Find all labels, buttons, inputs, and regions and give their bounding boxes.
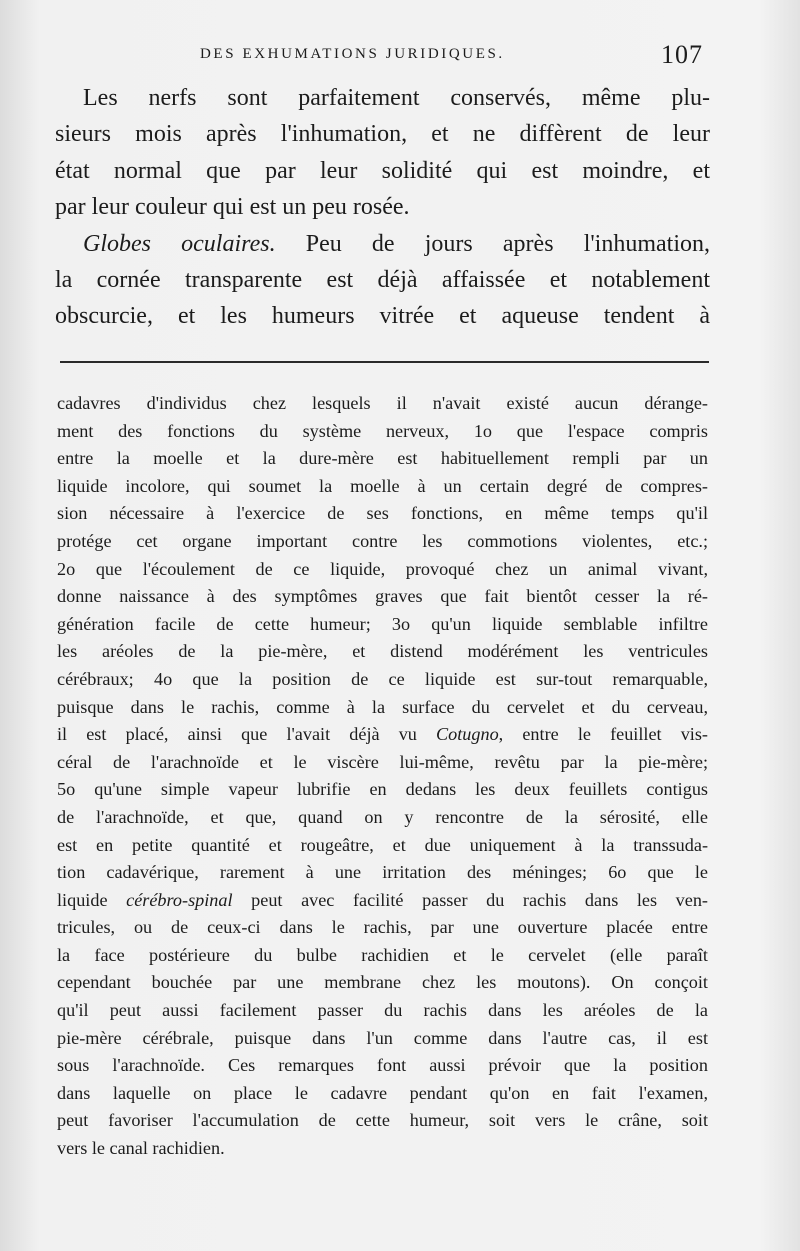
page-number: 107 bbox=[661, 40, 703, 69]
footnote-line: sous l'arachnoïde. Ces remarques font aussi prévoir que la position bbox=[57, 1055, 708, 1076]
footnote-block bbox=[57, 390, 708, 1163]
footnote-line: pie-mère cérébrale, puisque dans l'un comme dans l'autre cas, il est bbox=[57, 1027, 708, 1048]
main-text-line: la cornée transparente est déjà affaissée et notablement bbox=[55, 267, 710, 294]
author-name: Cotugno bbox=[436, 724, 499, 745]
footnote-line: cadavres d'individus chez lesquels il n'avait existé aucun dérange- bbox=[57, 393, 708, 413]
footnote-line: entre la moelle et la dure-mère est habituellement rempli par un bbox=[57, 448, 708, 469]
footnote-line: tricules, ou de ceux-ci dans le rachis, par une ouverture placée entre bbox=[57, 917, 708, 938]
footnote-line: ment des fonctions du système nerveux, 1o que l'espace compris bbox=[57, 420, 708, 441]
footnote-line: la face postérieure du bulbe rachidien et le cervelet (elle paraît bbox=[57, 944, 708, 965]
footnote-line: vers le canal rachidien. bbox=[57, 1138, 225, 1159]
main-text-block bbox=[55, 80, 710, 335]
italic-term: cérébro-spinal bbox=[126, 889, 233, 910]
footnote-line: génération facile de cette humeur; 3o qu'un liquide semblable infiltre bbox=[57, 613, 708, 634]
footnote-line: donne naissance à des symptômes graves que fait bientôt cesser la ré- bbox=[57, 586, 708, 607]
footnote-divider bbox=[60, 361, 709, 363]
main-text-line: obscurcie, et les humeurs vitrée et aqueuse tendent à bbox=[55, 303, 710, 330]
footnote-line: 5o qu'une simple vapeur lubrifie en dedans les deux feuillets contigus bbox=[57, 779, 708, 800]
footnote-fragment: liquide bbox=[57, 889, 127, 910]
footnote-line: tion cadavérique, rarement à une irritation des méninges; 6o que le bbox=[57, 862, 708, 883]
footnote-line: liquide incolore, qui soumet la moelle à un certain degré de compres- bbox=[57, 475, 708, 496]
footnote-line: protége cet organe important contre les commotions violentes, etc.; bbox=[57, 530, 708, 551]
main-text-line bbox=[55, 226, 710, 262]
footnote-line: puisque dans le rachis, comme à la surface du cervelet et du cerveau, bbox=[57, 696, 708, 717]
footnote-line: céral de l'arachnoïde et le viscère lui-même, revêtu par la pie-mère; bbox=[57, 751, 708, 772]
running-head bbox=[0, 40, 800, 80]
footnote-line: cependant bouchée par une membrane chez les moutons). On conçoit bbox=[57, 972, 708, 993]
footnote-line: les aréoles de la pie-mère, et distend modérément les ventricules bbox=[57, 641, 708, 662]
main-text-line: par leur couleur qui est un peu rosée. bbox=[55, 194, 410, 221]
running-title: DES EXHUMATIONS JURIDIQUES. bbox=[200, 46, 505, 62]
footnote-fragment: peut avec facilité passer du rachis dans les ven- bbox=[232, 889, 708, 910]
footnote-line: peut favoriser l'accumulation de cette humeur, soit vers le crâne, soit bbox=[57, 1110, 708, 1131]
main-text-line: état normal que par leur solidité qui est moindre, et bbox=[55, 157, 710, 184]
footnote-fragment: , entre le feuillet vis- bbox=[498, 724, 708, 745]
footnote-line: de l'arachnoïde, et que, quand on y rencontre de la sérosité, elle bbox=[57, 806, 708, 827]
footnote-line: cérébraux; 4o que la position de ce liquide est sur-tout remarquable, bbox=[57, 668, 708, 689]
footnote-line: est en petite quantité et rougeâtre, et due uniquement à la transsuda- bbox=[57, 834, 708, 855]
footnote-line bbox=[57, 721, 708, 749]
main-text-line: Les nerfs sont parfaitement conservés, même plu- bbox=[83, 85, 710, 111]
footnote-line: dans laquelle on place le cadavre pendant qu'on en fait l'examen, bbox=[57, 1082, 708, 1103]
section-term: Globes oculaires. bbox=[83, 230, 276, 257]
footnote-line: 2o que l'écoulement de ce liquide, provoqué chez un animal vivant, bbox=[57, 558, 708, 579]
footnote-line bbox=[57, 887, 708, 915]
main-text-line: sieurs mois après l'inhumation, et ne diffèrent de leur bbox=[55, 121, 710, 148]
footnote-fragment: il est placé, ainsi que l'avait déjà vu bbox=[57, 724, 437, 745]
main-text-fragment: Peu de jours après l'inhumation, bbox=[275, 230, 711, 257]
footnote-line: qu'il peut aussi facilement passer du rachis dans les aréoles de la bbox=[57, 1000, 708, 1021]
footnote-line: sion nécessaire à l'exercice de ses fonctions, en même temps qu'il bbox=[57, 503, 708, 524]
